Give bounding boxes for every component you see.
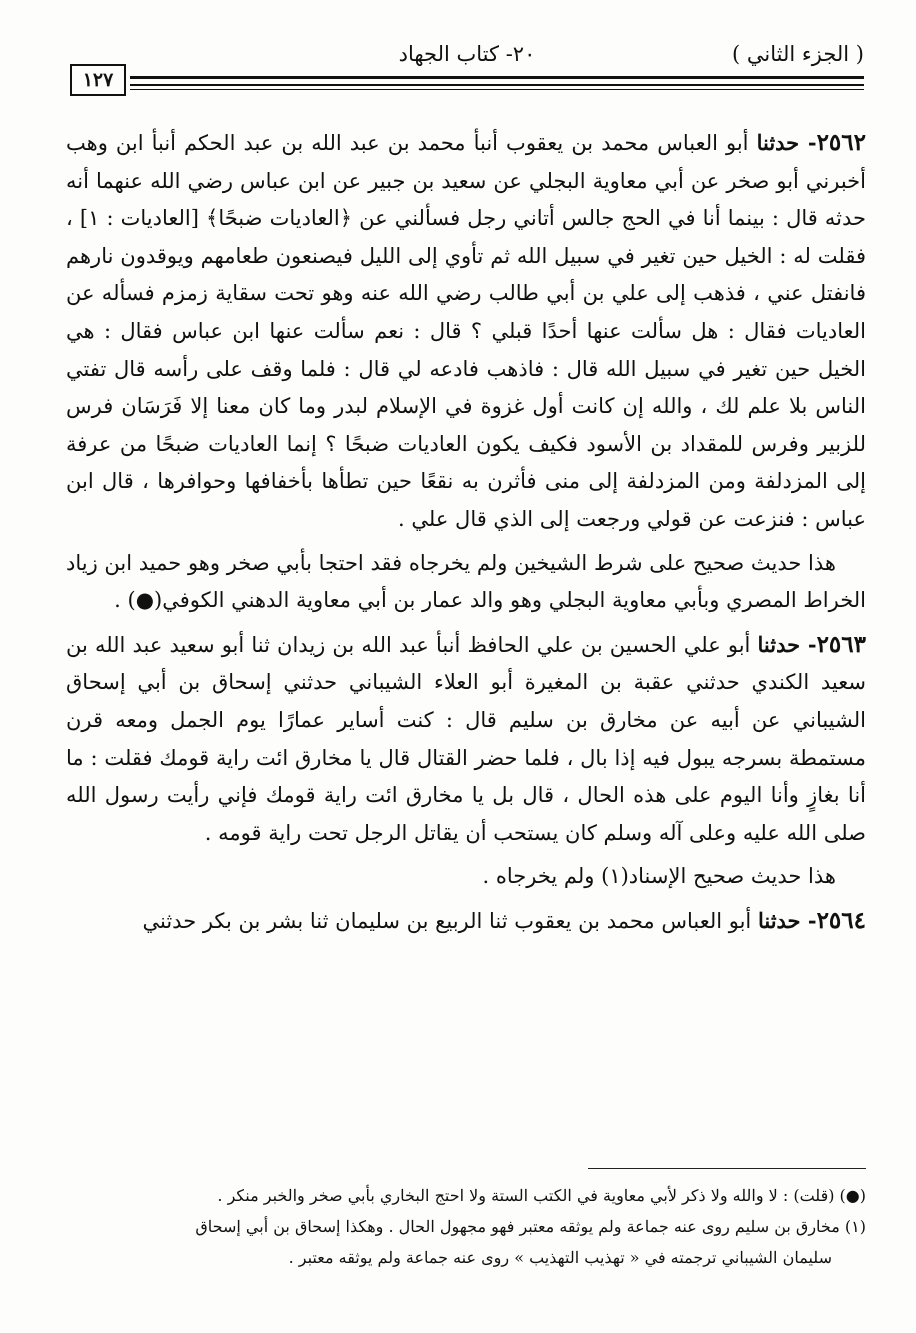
footnote-bullet: (●) (قلت) : لا والله ولا ذكر لأبي معاوية في الكتب الستة ولا احتج البخاري بأبي صخر والخبر منكر . (217, 1186, 866, 1205)
hadith-text: أبو العباس محمد بن يعقوب ثنا الربيع بن سليمان ثنا بشر بن بكر حدثني (142, 908, 758, 933)
page-number: ١٢٧ (70, 64, 126, 96)
running-head (70, 40, 864, 74)
footnote-rule (588, 1168, 866, 1169)
part-title: ( الجزء الثاني ) (732, 42, 864, 66)
main-text (66, 124, 866, 946)
chapter-title: ٢٠- كتاب الجهاد (398, 42, 536, 66)
footnote-1: (١) مخارق بن سليم روى عنه جماعة ولم يوثقه معتبر فهو مجهول الحال . وهكذا إسحاق بن أبي إسحاق (195, 1217, 866, 1236)
hadith-label: - حدثنا (757, 631, 817, 657)
header-rule (130, 76, 864, 92)
hadith-label: - حدثنا (757, 907, 817, 933)
hadith-number: ٢٥٦٤ (816, 906, 866, 934)
hadith-verdict: هذا حديث صحيح الإسناد(١) ولم يخرجاه . (482, 864, 836, 889)
hadith-label: - حدثنا (756, 130, 817, 155)
hadith-number: ٢٥٦٢ (816, 129, 866, 156)
hadith-2564 (66, 902, 866, 941)
footnotes (66, 1180, 866, 1273)
hadith-text: أبو العباس محمد بن يعقوب أنبأ محمد بن عبد الله بن عبد الحكم أنبأ ابن وهب أخبرني أبو صخر عن أبي معاوية البجلي عن سعيد بن جبير عن ابن عباس رضي الله عنهما أنه حدثه قال : بينما أنا في الحج جالس أتاني رجل فسألني عن ﴿العاديات ضبحًا﴾ [العاديات : ١] ، فقلت له : الخيل حين تغير في سبيل الله ثم تأوي إلى الليل فيصنعون طعامهم ويوقدون نارهم فانفتل عني ، فذهب إلى علي بن أبي طالب رضي الله عنه وهو تحت سقاية زمزم فسأله عن العاديات فقال : هل سألت عنها أحدًا قبلي ؟ قال : نعم سألت عنها ابن عباس فقال : هي الخيل حين تغير في سبيل الله قال : فاذهب فادعه لي قال : فلما وقف على رأسه قال تفتي الناس بلا علم لك ، والله إن كانت أول غزوة في الإسلام لبدر وما كان معنا إلا فَرَسَان فرس للزبير وفرس للمقداد بن الأسود فكيف يكون العاديات ضبحًا ؟ إنما العاديات ضبحًا من عرفة إلى المزدلفة ومن المزدلفة إلى منى فأثرن به نقعًا حين تطأها بأخفافها وحوافرها ، قال ابن عباس : فنزعت عن قولي ورجعت إلى الذي قال علي . (66, 131, 866, 531)
hadith-2562 (66, 124, 866, 539)
footnote-1-continued: سليمان الشيباني ترجمته في « تهذيب التهذيب » روى عنه جماعة ولم يوثقه معتبر . (288, 1248, 832, 1267)
hadith-number: ٢٥٦٣ (816, 630, 866, 658)
hadith-text: أبو علي الحسين بن علي الحافظ أنبأ عبد الله بن زيدان ثنا أبو سعيد عبد الله بن سعيد الكندي حدثني عقبة بن المغيرة أبو العلاء الشيباني حدثني إسحاق بن أبي إسحاق الشيباني عن أبيه عن مخارق بن سليم قال : كنت أساير عمارًا يوم الجمل ومعه قرن مستمطة بسرجه يبول فيه إذا بال ، فلما حضر القتال قال يا مخارق ائت راية قومك فقلت : ما أنا بغازٍ وأنا اليوم على هذه الحال ، قال بل يا مخارق ائت راية قومك فإني رأيت رسول الله صلى الله عليه وعلى آله وسلم كان يستحب أن يقاتل الرجل تحت راية قومه . (66, 632, 866, 845)
hadith-verdict: هذا حديث صحيح على شرط الشيخين ولم يخرجاه فقد احتجا بأبي صخر وهو حميد ابن زياد الخراط المصري وبأبي معاوية البجلي وهو والد عمار بن أبي معاوية الدهني الكوفي(●) . (66, 550, 866, 613)
hadith-2563 (66, 626, 866, 853)
